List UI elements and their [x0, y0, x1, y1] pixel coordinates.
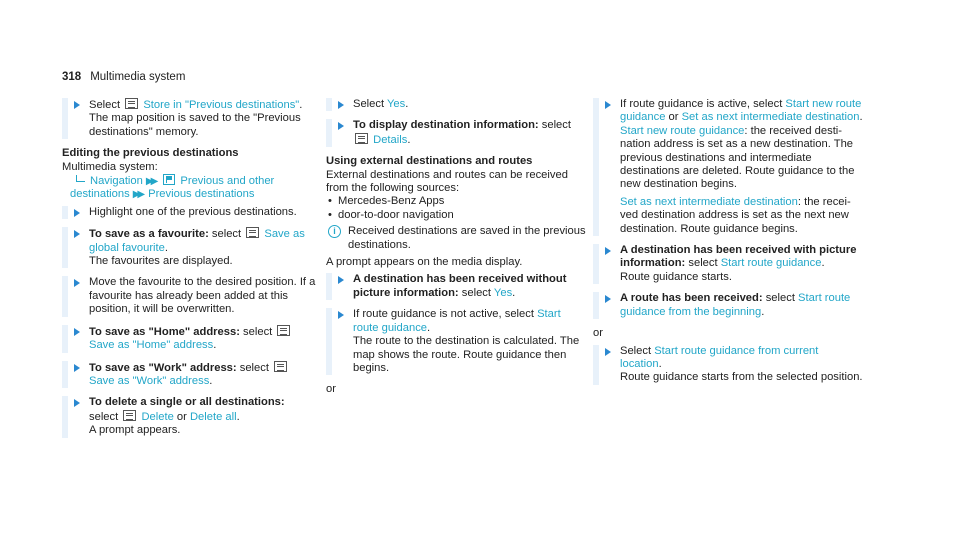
- arrow-step-icon: [338, 311, 344, 319]
- page-number: 318: [62, 71, 82, 83]
- menu-link-start-route-guidance[interactable]: Start route guidance: [353, 308, 561, 334]
- nav-link-previous-destinations[interactable]: Previous destinations: [148, 188, 255, 201]
- step-text: select: [89, 410, 119, 423]
- column-2: [326, 98, 588, 397]
- menu-link-details[interactable]: Details: [373, 133, 408, 146]
- arrow-step-icon: [74, 101, 80, 109]
- menu-link-yes[interactable]: Yes: [387, 98, 406, 110]
- step-result: : the received destination address is set as a new destination. The previous destinations and intermediate destinations are deleted. Route guidance to the new destination begins.: [620, 124, 855, 191]
- return-arrow-icon: [76, 175, 85, 182]
- paragraph-multimedia-system: Multimedia system:: [62, 160, 158, 173]
- step-save-home: [62, 325, 317, 353]
- step-text: Highlight one of the previous destinations.: [89, 205, 297, 218]
- arrow-step-icon: [338, 276, 344, 284]
- step-text: If route guidance is not active, select: [353, 308, 534, 321]
- or-separator: or: [326, 383, 336, 396]
- step-text: .: [299, 99, 303, 111]
- arrow-step-icon: [605, 295, 611, 303]
- step-save-favourite: [62, 227, 317, 268]
- menu-link-start-route-guidance[interactable]: Start route guidance: [720, 257, 822, 270]
- menu-link-yes[interactable]: Yes: [493, 286, 513, 299]
- arrow-step-icon: [74, 209, 80, 217]
- step-result: The favourites are displayed.: [89, 255, 233, 268]
- step-with-picture: [593, 244, 863, 284]
- note-text: Received destinations are saved in the previous destinations.: [348, 225, 586, 251]
- step-text: or: [176, 410, 187, 423]
- menu-link-save-work[interactable]: Save as "Work" address: [89, 374, 210, 387]
- menu-icon: [277, 325, 290, 336]
- step-display-info: [326, 119, 588, 147]
- step-text: Select: [620, 344, 652, 357]
- menu-link-set-intermediate[interactable]: Set as next intermediate destination: [620, 195, 798, 208]
- step-label: To delete a single or all destinations:: [89, 396, 285, 409]
- arrow-step-icon: [605, 348, 611, 356]
- menu-link-delete[interactable]: Delete: [141, 410, 174, 423]
- menu-link-start-current-location[interactable]: Start route guidance from current location: [620, 344, 819, 370]
- step-text: .: [405, 98, 409, 110]
- step-text: .: [859, 111, 863, 124]
- paragraph-sources: External destinations and routes can be received from the following sources:: [326, 168, 568, 195]
- step-label: A destination has been received with picture information:: [620, 244, 857, 270]
- step-result: Route guidance starts.: [620, 270, 732, 283]
- column-1: [62, 98, 317, 446]
- info-note-icon: i: [328, 225, 341, 238]
- nav-link-navigation[interactable]: Navigation: [90, 175, 143, 188]
- step-text: If route guidance is active, select: [620, 98, 783, 110]
- step-text: .: [164, 241, 168, 254]
- step-delete: [62, 396, 317, 437]
- step-text: .: [236, 410, 240, 423]
- arrow-step-icon: [74, 364, 80, 372]
- step-text: .: [821, 257, 825, 270]
- arrow-step-icon: [74, 328, 80, 336]
- arrow-step-icon: [74, 230, 80, 238]
- step-route-received: [593, 292, 863, 319]
- section-heading-editing: Editing the previous destinations: [62, 147, 239, 160]
- menu-icon: [355, 133, 368, 144]
- menu-link-save-favourite[interactable]: Save as global favourite: [89, 228, 305, 254]
- step-move-favourite: [62, 276, 317, 316]
- menu-icon: [123, 410, 136, 421]
- step-result: A prompt appears.: [89, 424, 181, 437]
- info-note: [326, 225, 588, 252]
- arrow-step-icon: [605, 101, 611, 109]
- step-text: .: [427, 321, 431, 334]
- step-start-route: [326, 308, 588, 375]
- step-text: select: [688, 257, 718, 270]
- menu-link-start-new-route[interactable]: Start new route guidance: [620, 98, 862, 124]
- page-header: [62, 71, 185, 84]
- step-save-work: [62, 361, 317, 389]
- step-store-previous: [62, 98, 317, 139]
- step-text: .: [407, 133, 411, 146]
- arrow-step-icon: [74, 279, 80, 287]
- nav-link-previous-other[interactable]: Previous and other destinations: [70, 175, 275, 201]
- step-select-yes: [326, 98, 588, 111]
- step-text: select: [239, 361, 269, 374]
- step-text: select: [211, 228, 242, 241]
- step-label: A route has been received:: [620, 292, 763, 305]
- flag-icon: [163, 174, 175, 185]
- step-label: To display destination information:: [353, 119, 539, 132]
- step-text: Select: [353, 98, 385, 110]
- paragraph-prompt: A prompt appears on the media display.: [326, 256, 523, 269]
- step-text: select: [541, 119, 571, 132]
- menu-icon: [274, 361, 287, 372]
- step-text: select: [243, 325, 273, 338]
- menu-link-store-previous[interactable]: Store in "Previous destinations": [143, 99, 300, 111]
- step-result: Route guidance starts from the selected position.: [620, 371, 863, 384]
- step-text: or: [668, 111, 679, 124]
- step-highlight: [62, 206, 317, 219]
- menu-link-start-from-beginning[interactable]: Start route guidance from the beginning: [620, 292, 851, 318]
- menu-icon: [125, 98, 138, 109]
- navigation-path: [62, 174, 317, 202]
- double-chevron-icon: ▶▶: [132, 189, 143, 201]
- arrow-step-icon: [338, 122, 344, 130]
- step-without-picture: [326, 273, 588, 300]
- menu-icon: [246, 227, 259, 238]
- step-text: .: [213, 339, 217, 352]
- step-current-location: [593, 345, 863, 385]
- list-item: • Mercedes-Benz Apps: [326, 195, 588, 208]
- step-result: : the received destination address is set as the next new destination. Route guidance begins.: [620, 195, 851, 235]
- or-separator: or: [593, 327, 603, 340]
- step-text: .: [512, 286, 516, 299]
- menu-link-start-new-route[interactable]: Start new route guidance: [620, 124, 745, 137]
- section-heading-external: Using external destinations and routes: [326, 155, 533, 168]
- step-label: To save as a favourite:: [89, 228, 209, 241]
- step-result: The map position is saved to the "Previous destinations" memory.: [89, 112, 301, 138]
- menu-link-delete-all[interactable]: Delete all: [189, 410, 237, 423]
- list-item: • door-to-door navigation: [326, 209, 588, 222]
- step-text: Move the favourite to the desired position. If a favourite has already been added at this position, it will be overwritten.: [89, 276, 316, 316]
- double-chevron-icon: ▶▶: [145, 176, 156, 188]
- menu-link-set-intermediate[interactable]: Set as next intermediate destination: [681, 111, 860, 124]
- step-text: select: [765, 292, 795, 305]
- step-text: .: [761, 305, 765, 318]
- step-label: A destination has been received without picture information:: [353, 273, 567, 299]
- section-title: Multimedia system: [90, 71, 186, 83]
- menu-link-save-home[interactable]: Save as "Home" address: [89, 339, 214, 352]
- step-result: The route to the destination is calculated. The map shows the route. Route guidance then begins.: [353, 335, 580, 374]
- arrow-step-icon: [74, 399, 80, 407]
- step-label: To save as "Work" address:: [89, 361, 237, 374]
- column-3: [593, 98, 863, 393]
- step-text: select: [461, 286, 492, 299]
- arrow-step-icon: [338, 101, 344, 109]
- step-text: Select: [89, 99, 121, 111]
- arrow-step-icon: [605, 247, 611, 255]
- step-label: To save as "Home" address:: [89, 325, 240, 338]
- step-route-active: [593, 98, 863, 236]
- step-text: .: [209, 374, 213, 387]
- step-text: .: [658, 357, 662, 370]
